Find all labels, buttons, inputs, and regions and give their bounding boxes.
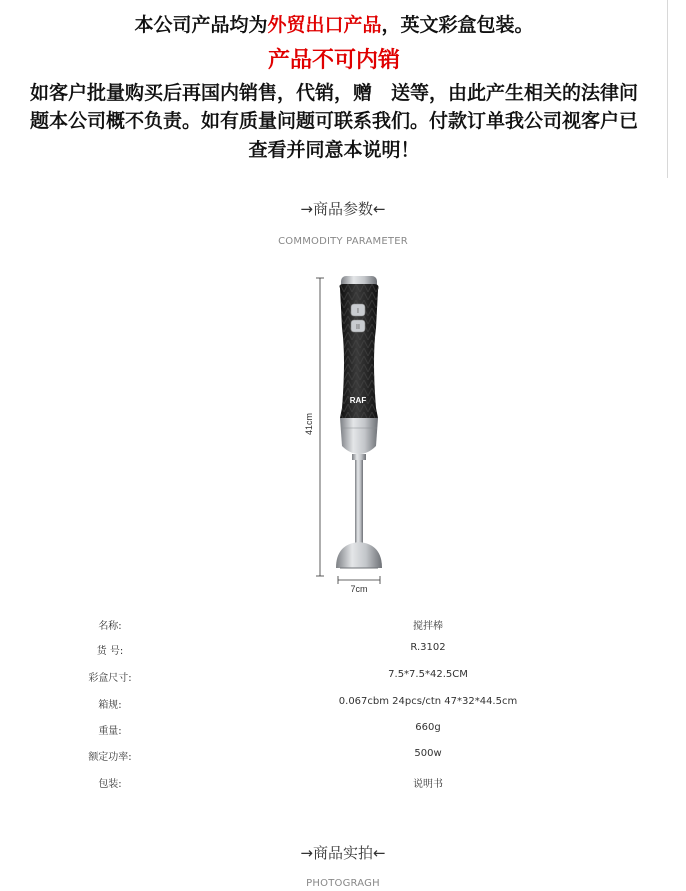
notice-line-1-end: ，英文彩盒包装。	[381, 14, 534, 36]
spec-value: 7.5*7.5*42.5CM	[388, 669, 468, 680]
notice-line-3: 如客户批量购买后再国内销售，代销，赠 送等，由此产生相关的法律问	[29, 82, 638, 104]
spec-row	[0, 642, 686, 658]
spec-row	[0, 748, 686, 764]
photo-section-subtitle: PHOTOGRAGH	[306, 878, 380, 889]
notice-line-1	[0, 10, 668, 37]
params-section-title: →商品参数←	[300, 200, 386, 218]
spec-row	[0, 696, 686, 712]
notice-line-4: 题本公司概不负责。如有质量问题可联系我们。付款订单我公司视客户已	[29, 110, 638, 132]
motor-collar	[340, 418, 378, 454]
spec-row	[0, 617, 686, 633]
spec-value: 500w	[414, 748, 442, 759]
notice-line-1-highlight: 外贸出口产品	[267, 14, 382, 36]
height-label: 41cm	[304, 412, 314, 436]
spec-label: 彩盒尺寸:	[88, 673, 132, 684]
blender-shaft	[355, 454, 363, 546]
spec-label: 箱规:	[98, 700, 122, 711]
spec-label: 名称:	[98, 621, 122, 632]
svg-text:I: I	[357, 308, 359, 315]
spec-value: 0.067cbm 24pcs/ctn 47*32*44.5cm	[338, 696, 518, 707]
spec-row	[0, 722, 686, 738]
svg-text:II: II	[356, 324, 360, 331]
notice-block	[0, 0, 668, 178]
notice-line-5: 查看并同意本说明！	[248, 139, 420, 161]
notice-line-1-start: 本公司产品均为	[134, 14, 268, 36]
spec-row	[0, 669, 686, 685]
spec-value: 搅拌棒	[413, 621, 443, 632]
spec-label: 额定功率:	[88, 752, 132, 763]
spec-row	[0, 775, 686, 791]
spec-label: 货 号:	[96, 646, 124, 657]
spec-label: 重量:	[98, 726, 122, 737]
spec-value: R.3102	[410, 642, 446, 653]
spec-value: 660g	[415, 722, 441, 733]
blade-guard	[336, 542, 382, 568]
hand-blender-illustration	[200, 268, 510, 598]
spec-value: 说明书	[413, 779, 443, 790]
product-image	[200, 268, 510, 598]
width-label: 7cm	[350, 584, 368, 594]
photo-section-title: →商品实拍←	[300, 844, 386, 862]
brand-logo: RAF	[349, 396, 367, 405]
params-section-subtitle: COMMODITY PARAMETER	[278, 236, 408, 247]
notice-line-2: 产品不可内销	[267, 47, 400, 73]
spec-label: 包装:	[98, 779, 122, 790]
